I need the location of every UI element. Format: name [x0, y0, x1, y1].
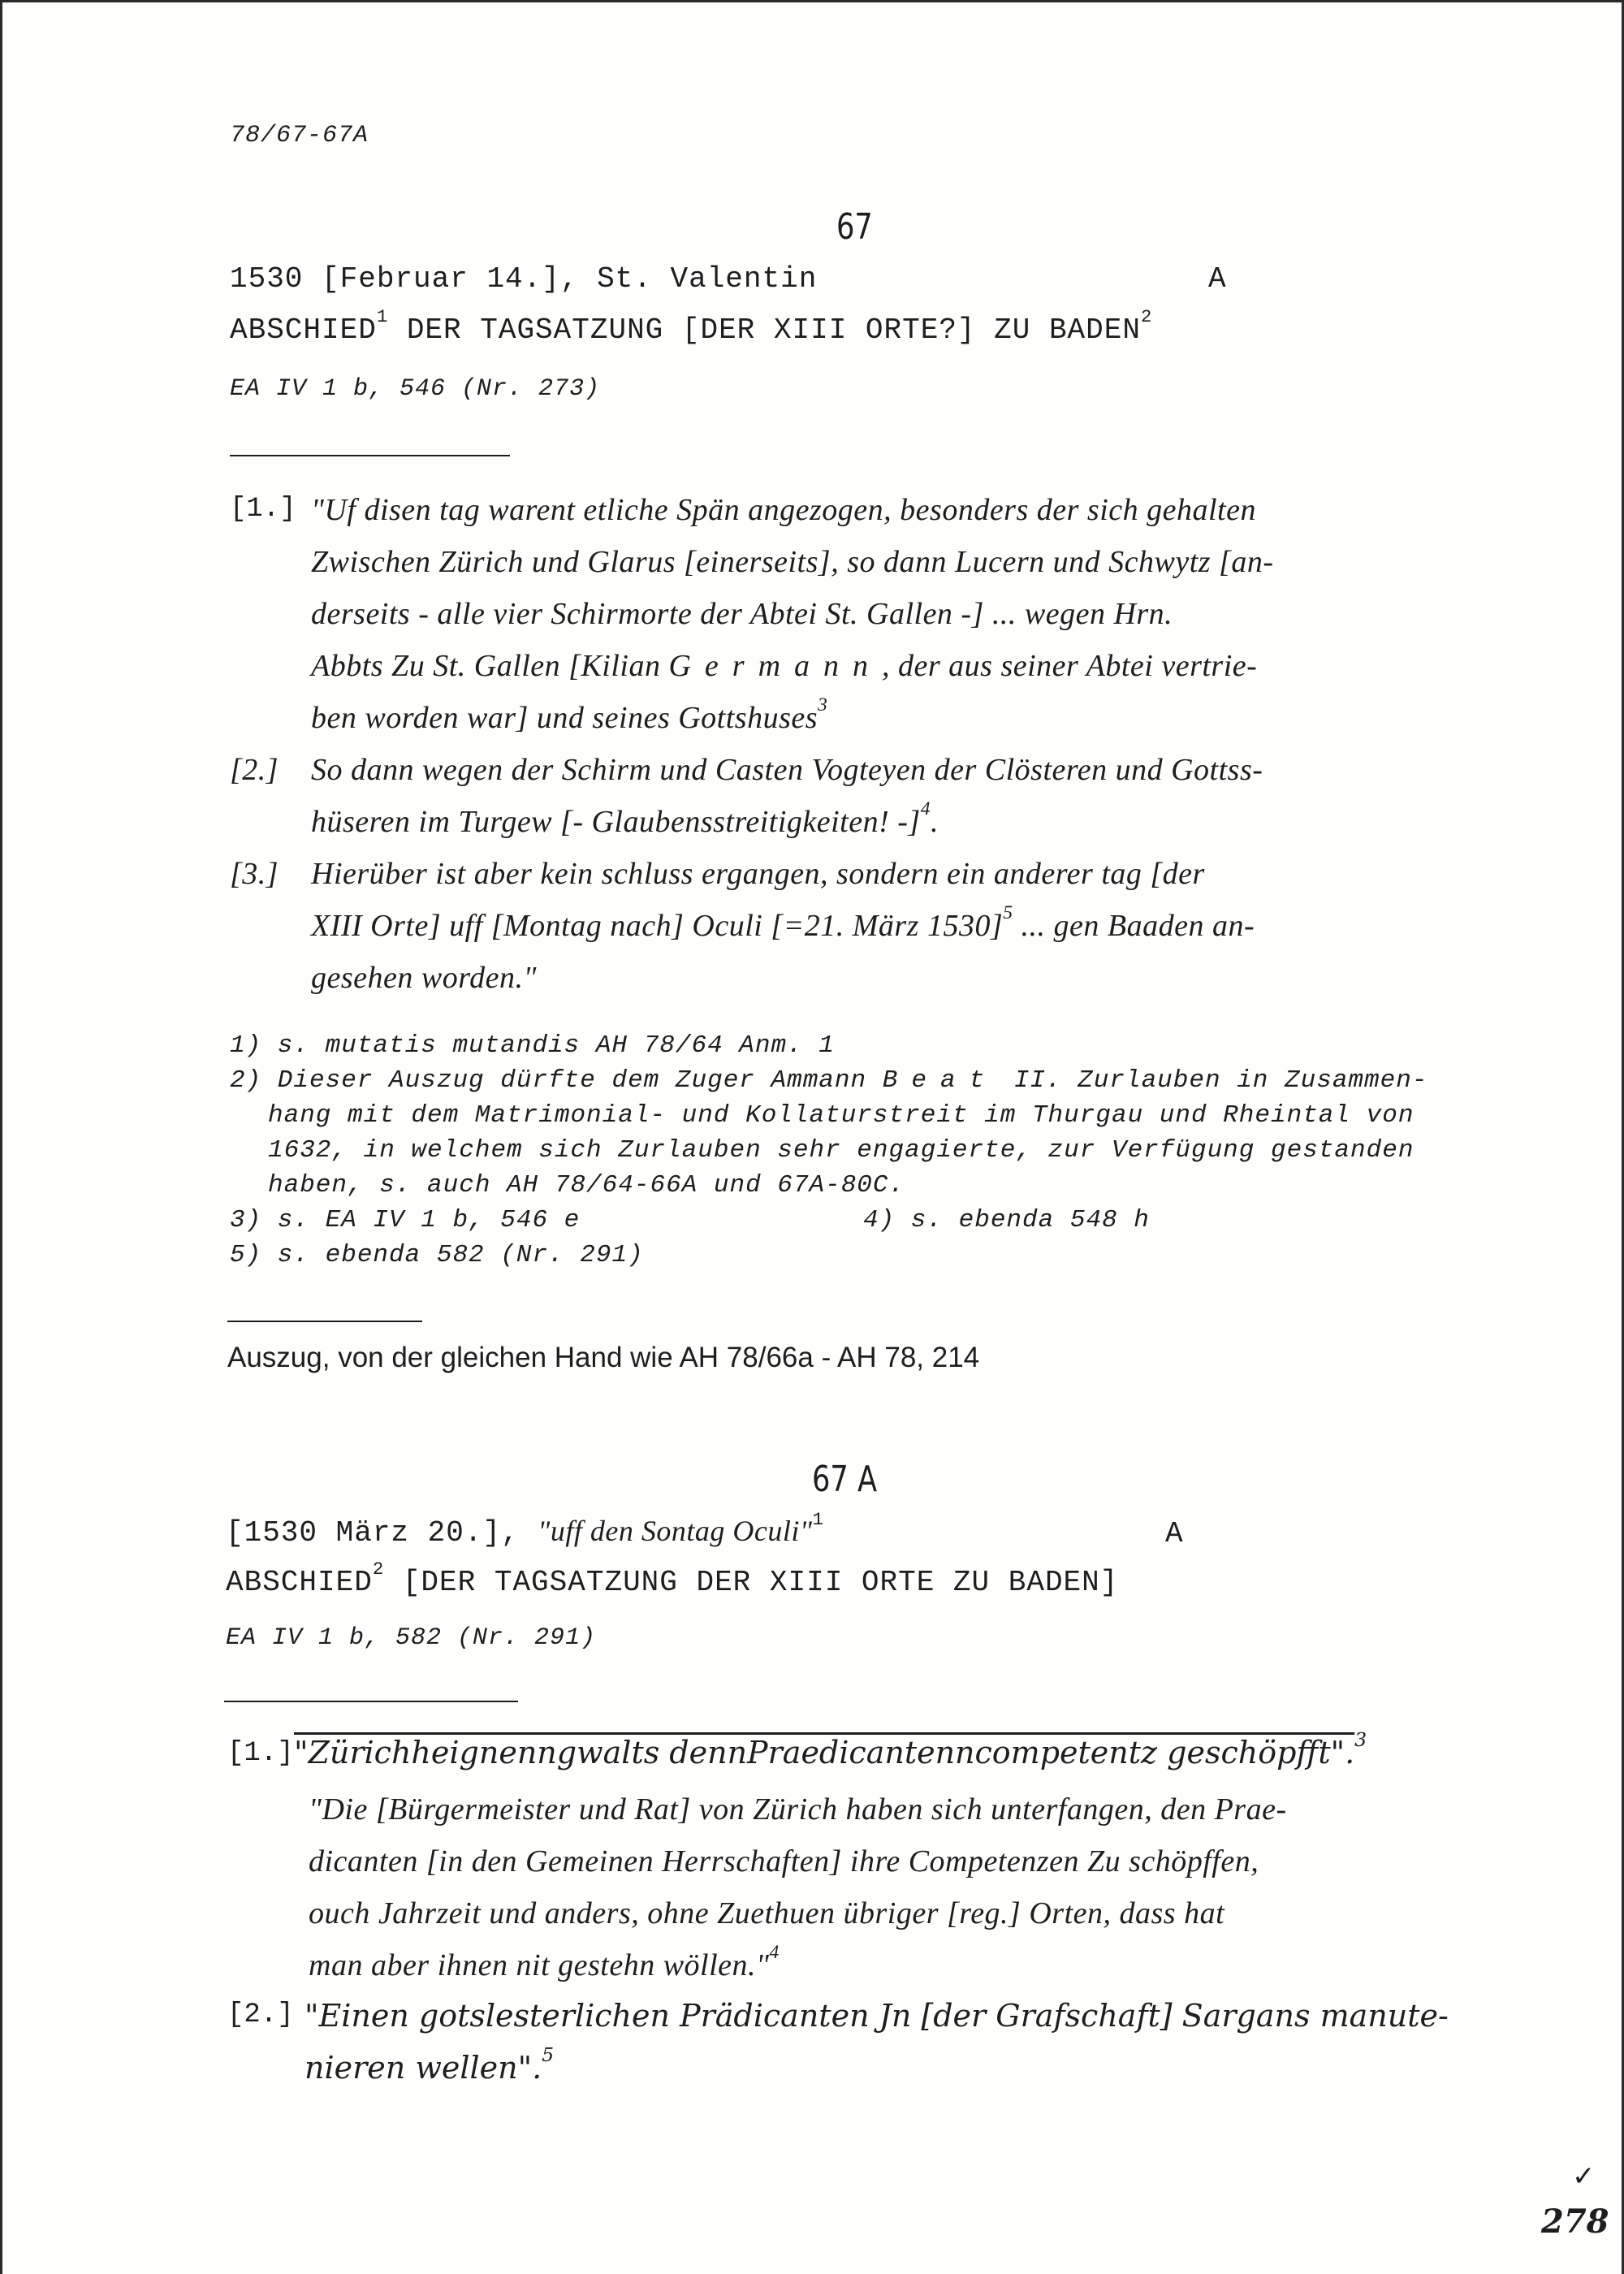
doc67a-item1-line4	[309, 1941, 780, 1983]
doc67-item3-label: [3.]	[230, 857, 279, 891]
doc67-source: EA IV 1 b, 546 (Nr. 273)	[230, 375, 601, 403]
footnote-2-spaced-name: Beat	[882, 1066, 999, 1095]
doc67-item2-line2	[311, 798, 939, 840]
doc67a-date	[226, 1508, 824, 1550]
doc67-item1-line3: derseits - alle vier Schirmorte der Abtei St. Gallen -] ... wegen Hrn.	[311, 597, 1173, 631]
footnote-5: 5) s. ebenda 582 (Nr. 291)	[230, 1241, 644, 1269]
footnote-ref-5: 5	[1003, 901, 1013, 923]
footnote-2-a: 2) Dieser Auszug dürfte dem Zuger Ammann	[230, 1066, 883, 1095]
doc67-item1-line4-a: Abbts Zu St. Gallen [Kilian	[311, 649, 669, 683]
doc67a-item2-line2	[304, 2043, 555, 2086]
doc67-item2-line2-end: .	[930, 805, 939, 839]
footnote-ref-3: 3	[1354, 1727, 1367, 1751]
document-number-67a: 67 A	[812, 1459, 878, 1500]
doc67a-title	[226, 1558, 1119, 1599]
doc67a-date-a: [1530 März 20.],	[226, 1516, 538, 1550]
footnote-ref-4: 4	[920, 798, 931, 819]
footnote-2-line4: haben, s. auch AH 78/64-66A und 67A-80C.	[268, 1171, 905, 1200]
doc67a-item2-label: [2.]	[227, 1999, 294, 2030]
footnote-2-b: II. Zurlauben in Zusammen-	[998, 1066, 1428, 1095]
footnote-ref-3: 3	[818, 694, 828, 715]
scan-edge-left	[0, 0, 2, 2274]
separator-rule	[224, 1701, 518, 1702]
doc67-provenance: Auszug, von der gleichen Hand wie AH 78/66a - AH 78, 214	[227, 1342, 980, 1373]
footnote-2-line2: hang mit dem Matrimonial- und Kollaturstreit im Thurgau und Rheintal von	[268, 1101, 1415, 1130]
doc67-item1-line2: Zwischen Zürich und Glarus [einerseits], so dann Lucern und Schwytz [an-	[311, 545, 1274, 579]
doc67-title-a: ABSCHIED	[230, 313, 377, 347]
footnote-2	[230, 1066, 1427, 1095]
scan-edge-top	[0, 0, 1624, 2]
footnote-ref-2: 2	[1140, 305, 1153, 327]
separator-rule	[230, 455, 510, 456]
doc67-item2-line2-text: hüseren im Turgew [- Glaubensstreitigkeiten! -]	[311, 805, 921, 839]
footnote-3: 3) s. EA IV 1 b, 546 e	[230, 1206, 581, 1234]
doc67a-item1-line3: ouch Jahrzeit und anders, ohne Zuethuen übriger [reg.] Orten, dass hat	[309, 1896, 1225, 1930]
doc67a-copy-type: A	[1165, 1517, 1184, 1550]
doc67a-item1-handwritten	[294, 1727, 1367, 1770]
handwritten-page-number: 278	[1541, 2203, 1609, 2241]
doc67-item3-line2-text: XIII Orte] uff [Montag nach] Oculi [=21. März 1530]	[311, 909, 1004, 943]
doc67-item2-line1: So dann wegen der Schirm und Casten Vogteyen der Clösteren und Gottss-	[311, 753, 1263, 787]
doc67a-title-a: ABSCHIED	[226, 1566, 373, 1599]
doc67a-item1-hand-text: "Zürichheignenngwalts dennPraedicantenncompetentz geschöpfft".	[294, 1735, 1355, 1770]
doc67-item2-label: [2.]	[230, 753, 279, 787]
doc67-item1-line4	[311, 648, 1257, 684]
footnote-ref-4: 4	[769, 1941, 780, 1963]
doc67a-item1-line1: "Die [Bürgermeister und Rat] von Zürich haben sich unterfangen, den Prae-	[309, 1792, 1287, 1827]
doc67-copy-type: A	[1208, 262, 1227, 296]
separator-rule	[227, 1321, 422, 1322]
archive-reference: 78/67-67A	[230, 122, 369, 149]
doc67-item1-line5-text: ben worden war] und seines Gottshuses	[311, 701, 818, 735]
doc67a-title-b: [DER TAGSATZUNG DER XIII ORTE ZU BADEN]	[384, 1566, 1119, 1599]
doc67-date-place: 1530 [Februar 14.], St. Valentin	[230, 262, 818, 296]
checkmark-icon: ✓	[1572, 2160, 1596, 2193]
doc67-item1-line4-b: , der aus seiner Abtei vertrie-	[882, 649, 1258, 683]
doc67-item3-line2	[311, 901, 1255, 944]
doc67-title	[230, 305, 1153, 347]
footnote-ref-1: 1	[376, 305, 389, 327]
doc67-item1-label: [1.]	[230, 494, 296, 525]
doc67-item1-spaced-name: Germann	[668, 649, 883, 683]
document-number-67: 67	[836, 206, 873, 248]
doc67a-item1-line2: dicanten [in den Gemeinen Herrschaften] ihre Competenzen Zu schöpffen,	[309, 1844, 1259, 1878]
footnote-4: 4) s. ebenda 548 h	[863, 1206, 1150, 1234]
doc67-title-b: DER TAGSATZUNG [DER XIII ORTE?] ZU BADEN	[388, 313, 1141, 347]
doc67a-date-quote: "uff den Sontag Oculi"	[538, 1515, 813, 1547]
footnote-ref-1: 1	[812, 1508, 824, 1530]
footnote-ref-2: 2	[372, 1558, 385, 1580]
doc67-item3-line3: gesehen worden."	[311, 961, 537, 995]
doc67-item1-line1: "Uf disen tag warent etliche Spän angezogen, besonders der sich gehalten	[311, 493, 1256, 527]
doc67a-source: EA IV 1 b, 582 (Nr. 291)	[226, 1624, 597, 1652]
doc67a-item1-label: [1.]	[227, 1738, 294, 1769]
doc67-item3-line2-end: ... gen Baaden an-	[1013, 909, 1255, 943]
footnote-ref-5: 5	[542, 2043, 555, 2066]
footnote-2-line3: 1632, in welchem sich Zurlauben sehr engagierte, zur Verfügung gestanden	[268, 1136, 1415, 1165]
footnote-1: 1) s. mutatis mutandis AH 78/64 Anm. 1	[230, 1031, 835, 1060]
doc67a-item2-line1: "Einen gotslesterlichen Prädicanten Jn [der Grafschaft] Sargans manute-	[304, 1998, 1449, 2034]
doc67-item3-line1: Hierüber ist aber kein schluss ergangen, sondern ein anderer tag [der	[311, 857, 1205, 891]
doc67a-item1-last-text: man aber ihnen nit gestehn wöllen."	[309, 1948, 770, 1982]
doc67a-item2-line2-text: nieren wellen".	[304, 2050, 542, 2086]
doc67-item1-line5	[311, 694, 828, 736]
